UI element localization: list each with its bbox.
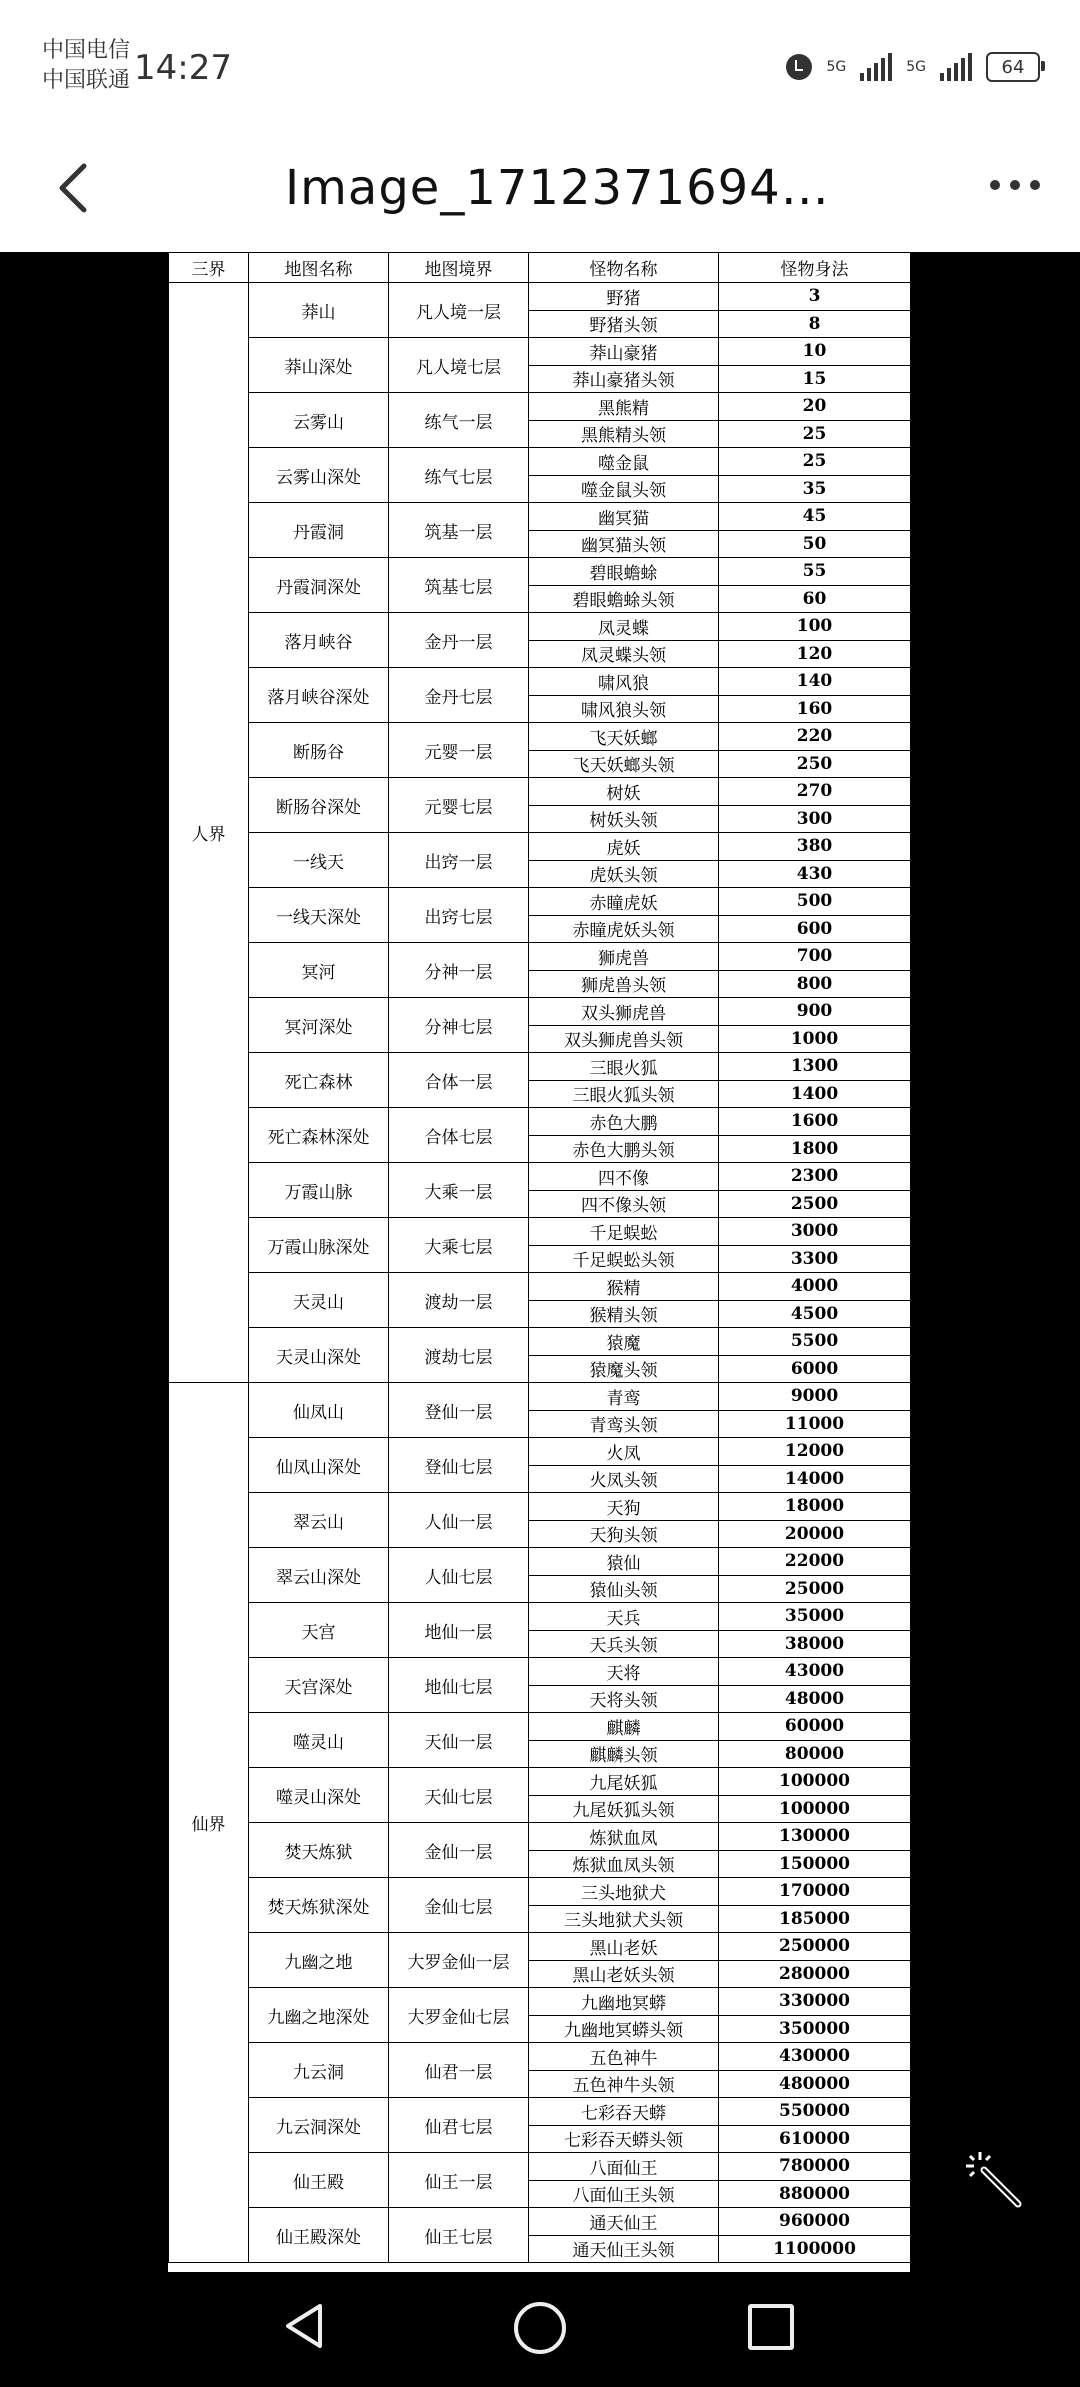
table-row [169,283,911,311]
monster-name-cell: 三眼火狐头领 [529,1080,719,1108]
map-name-cell: 天宫深处 [249,1658,389,1713]
monster-speed-cell: 120 [719,640,911,668]
monster-name-cell: 九幽地冥蟒头领 [529,2015,719,2043]
monster-speed-cell: 2300 [719,1163,911,1191]
table-row [169,1383,911,1411]
monster-speed-cell: 960000 [719,2208,911,2236]
map-name-cell: 九幽之地深处 [249,1988,389,2043]
monster-speed-cell: 35 [719,475,911,503]
monster-name-cell: 五色神牛头领 [529,2070,719,2098]
monster-name-cell: 黑熊精 [529,393,719,421]
monster-name-cell: 碧眼蟾蜍 [529,558,719,586]
map-level-cell: 练气一层 [389,393,529,448]
table-row [169,668,911,696]
monster-speed-cell: 22000 [719,1548,911,1576]
monster-name-cell: 野猪 [529,283,719,311]
header-realm: 三界 [169,253,249,283]
signal-icon-2 [940,53,972,81]
map-name-cell: 天灵山深处 [249,1328,389,1383]
monster-speed-cell: 430000 [719,2043,911,2071]
monster-speed-cell: 350000 [719,2015,911,2043]
monster-speed-cell: 6000 [719,1355,911,1383]
monster-name-cell: 七彩吞天蟒头领 [529,2125,719,2153]
monster-name-cell: 虎妖 [529,833,719,861]
map-name-cell: 天宫 [249,1603,389,1658]
header-map-name: 地图名称 [249,253,389,283]
header-map-level: 地图境界 [389,253,529,283]
map-name-cell: 落月峡谷深处 [249,668,389,723]
monster-speed-cell: 15 [719,365,911,393]
monster-speed-cell: 185000 [719,1905,911,1933]
monster-speed-cell: 100000 [719,1768,911,1796]
monster-speed-cell: 8 [719,310,911,338]
map-name-cell: 天灵山 [249,1273,389,1328]
monster-name-cell: 狮虎兽 [529,943,719,971]
map-name-cell: 一线天深处 [249,888,389,943]
monster-name-cell: 碧眼蟾蜍头领 [529,585,719,613]
monster-speed-cell: 45 [719,503,911,531]
monster-table [168,252,911,2263]
map-name-cell: 翠云山深处 [249,1548,389,1603]
table-row [169,448,911,476]
table-row [169,613,911,641]
monster-name-cell: 千足蜈蚣 [529,1218,719,1246]
monster-speed-cell: 9000 [719,1383,911,1411]
monster-name-cell: 天兵 [529,1603,719,1631]
map-name-cell: 噬灵山深处 [249,1768,389,1823]
monster-name-cell: 幽冥猫 [529,503,719,531]
monster-name-cell: 四不像头领 [529,1190,719,1218]
map-level-cell: 仙君一层 [389,2043,529,2098]
monster-name-cell: 通天仙王 [529,2208,719,2236]
monster-name-cell: 天将 [529,1658,719,1686]
monster-name-cell: 噬金鼠头领 [529,475,719,503]
monster-speed-cell: 14000 [719,1465,911,1493]
monster-speed-cell: 170000 [719,1878,911,1906]
monster-speed-cell: 1400 [719,1080,911,1108]
monster-speed-cell: 500 [719,888,911,916]
map-level-cell: 登仙一层 [389,1383,529,1438]
map-level-cell: 合体七层 [389,1108,529,1163]
map-name-cell: 断肠谷 [249,723,389,778]
monster-name-cell: 四不像 [529,1163,719,1191]
map-name-cell: 仙凤山 [249,1383,389,1438]
monster-name-cell: 青鸾头领 [529,1410,719,1438]
monster-speed-cell: 2500 [719,1190,911,1218]
monster-name-cell: 九幽地冥蟒 [529,1988,719,2016]
monster-speed-cell: 100000 [719,1795,911,1823]
monster-speed-cell: 280000 [719,1960,911,1988]
map-level-cell: 渡劫七层 [389,1328,529,1383]
table-row [169,1053,911,1081]
monster-name-cell: 虎妖头领 [529,860,719,888]
monster-speed-cell: 220 [719,723,911,751]
monster-speed-cell: 700 [719,943,911,971]
map-name-cell: 一线天 [249,833,389,888]
map-name-cell: 九云洞 [249,2043,389,2098]
map-level-cell: 大罗金仙一层 [389,1933,529,1988]
map-level-cell: 金丹一层 [389,613,529,668]
monster-speed-cell: 300 [719,805,911,833]
map-level-cell: 天仙七层 [389,1768,529,1823]
map-level-cell: 仙王七层 [389,2208,529,2263]
table-image [168,252,910,2274]
monster-name-cell: 噬金鼠 [529,448,719,476]
monster-name-cell: 赤色大鹏 [529,1108,719,1136]
monster-name-cell: 三头地狱犬头领 [529,1905,719,1933]
map-name-cell: 焚天炼狱深处 [249,1878,389,1933]
monster-name-cell: 赤色大鹏头领 [529,1135,719,1163]
monster-speed-cell: 800 [719,970,911,998]
monster-speed-cell: 610000 [719,2125,911,2153]
map-level-cell: 地仙七层 [389,1658,529,1713]
monster-speed-cell: 80000 [719,1740,911,1768]
monster-name-cell: 啸风狼 [529,668,719,696]
monster-speed-cell: 150000 [719,1850,911,1878]
monster-speed-cell: 480000 [719,2070,911,2098]
table-row [169,2208,911,2236]
realm-cell: 人界 [169,283,249,1383]
map-name-cell: 万霞山脉深处 [249,1218,389,1273]
battery-icon [986,52,1040,82]
monster-speed-cell: 250 [719,750,911,778]
monster-name-cell: 飞天妖螂 [529,723,719,751]
monster-name-cell: 炼狱血凤 [529,1823,719,1851]
table-row [169,558,911,586]
header-monster-name: 怪物名称 [529,253,719,283]
map-name-cell: 云雾山深处 [249,448,389,503]
map-level-cell: 仙君七层 [389,2098,529,2153]
page-title: Image_1712371694… [285,160,830,216]
monster-speed-cell: 250000 [719,1933,911,1961]
more-options-icon[interactable] [990,180,1040,190]
table-row [169,1933,911,1961]
table-row [169,723,911,751]
monster-speed-cell: 140 [719,668,911,696]
map-level-cell: 大乘一层 [389,1163,529,1218]
map-level-cell: 大罗金仙七层 [389,1988,529,2043]
monster-name-cell: 三眼火狐 [529,1053,719,1081]
map-name-cell: 仙凤山深处 [249,1438,389,1493]
monster-speed-cell: 3 [719,283,911,311]
monster-name-cell: 双头狮虎兽 [529,998,719,1026]
realm-cell: 仙界 [169,1383,249,2263]
carrier-info [42,36,130,96]
monster-name-cell: 黑山老妖 [529,1933,719,1961]
map-name-cell: 焚天炼狱 [249,1823,389,1878]
monster-speed-cell: 1000 [719,1025,911,1053]
monster-speed-cell: 48000 [719,1685,911,1713]
header-monster-speed: 怪物身法 [719,253,911,283]
monster-speed-cell: 20000 [719,1520,911,1548]
system-nav-bar [0,2272,1080,2387]
table-row [169,2153,911,2181]
monster-name-cell: 野猪头领 [529,310,719,338]
monster-name-cell: 五色神牛 [529,2043,719,2071]
table-row [169,1988,911,2016]
monster-speed-cell: 5500 [719,1328,911,1356]
monster-speed-cell: 880000 [719,2180,911,2208]
monster-name-cell: 千足蜈蚣头领 [529,1245,719,1273]
monster-speed-cell: 780000 [719,2153,911,2181]
map-name-cell: 翠云山 [249,1493,389,1548]
table-row [169,1438,911,1466]
monster-speed-cell: 60000 [719,1713,911,1741]
table-row [169,338,911,366]
table-row [169,393,911,421]
monster-name-cell: 啸风狼头领 [529,695,719,723]
map-name-cell: 九幽之地 [249,1933,389,1988]
map-name-cell: 断肠谷深处 [249,778,389,833]
monster-name-cell: 火凤头领 [529,1465,719,1493]
monster-speed-cell: 25000 [719,1575,911,1603]
table-row [169,1603,911,1631]
monster-name-cell: 赤瞳虎妖 [529,888,719,916]
monster-speed-cell: 430 [719,860,911,888]
table-row [169,1108,911,1136]
status-icons [786,52,1040,82]
monster-name-cell: 凤灵蝶 [529,613,719,641]
map-level-cell: 金丹七层 [389,668,529,723]
monster-speed-cell: 1800 [719,1135,911,1163]
monster-name-cell: 猿魔头领 [529,1355,719,1383]
map-level-cell: 渡劫一层 [389,1273,529,1328]
nav-back-icon[interactable] [280,2302,328,2350]
map-name-cell: 落月峡谷 [249,613,389,668]
map-level-cell: 金仙一层 [389,1823,529,1878]
monster-name-cell: 猿仙 [529,1548,719,1576]
table-row [169,1548,911,1576]
map-level-cell: 出窍一层 [389,833,529,888]
monster-speed-cell: 160 [719,695,911,723]
table-row [169,943,911,971]
monster-speed-cell: 900 [719,998,911,1026]
monster-speed-cell: 600 [719,915,911,943]
map-level-cell: 分神七层 [389,998,529,1053]
map-level-cell: 大乘七层 [389,1218,529,1273]
monster-speed-cell: 10 [719,338,911,366]
monster-name-cell: 麒麟 [529,1713,719,1741]
monster-name-cell: 狮虎兽头领 [529,970,719,998]
monster-speed-cell: 1600 [719,1108,911,1136]
map-level-cell: 仙王一层 [389,2153,529,2208]
monster-speed-cell: 550000 [719,2098,911,2126]
map-name-cell: 云雾山 [249,393,389,448]
monster-speed-cell: 4500 [719,1300,911,1328]
monster-speed-cell: 3300 [719,1245,911,1273]
table-row [169,888,911,916]
map-level-cell: 筑基七层 [389,558,529,613]
monster-speed-cell: 50 [719,530,911,558]
monster-name-cell: 七彩吞天蟒 [529,2098,719,2126]
monster-name-cell: 凤灵蝶头领 [529,640,719,668]
image-viewer[interactable] [0,252,1080,2272]
table-row [169,503,911,531]
table-row [169,1273,911,1301]
monster-speed-cell: 20 [719,393,911,421]
table-header-row [169,253,911,283]
monster-speed-cell: 1100000 [719,2235,911,2263]
map-name-cell: 死亡森林 [249,1053,389,1108]
monster-name-cell: 猴精头领 [529,1300,719,1328]
table-row [169,1328,911,1356]
monster-speed-cell: 100 [719,613,911,641]
map-level-cell: 练气七层 [389,448,529,503]
monster-speed-cell: 1300 [719,1053,911,1081]
monster-name-cell: 通天仙王头领 [529,2235,719,2263]
map-level-cell: 地仙一层 [389,1603,529,1658]
monster-speed-cell: 3000 [719,1218,911,1246]
monster-name-cell: 猴精 [529,1273,719,1301]
monster-name-cell: 炼狱血凤头领 [529,1850,719,1878]
map-level-cell: 凡人境七层 [389,338,529,393]
monster-name-cell: 树妖 [529,778,719,806]
map-name-cell: 万霞山脉 [249,1163,389,1218]
map-level-cell: 合体一层 [389,1053,529,1108]
monster-name-cell: 火凤 [529,1438,719,1466]
monster-name-cell: 飞天妖螂头领 [529,750,719,778]
monster-speed-cell: 18000 [719,1493,911,1521]
carrier-2: 中国联通 [42,68,131,93]
table-row [169,1713,911,1741]
table-row [169,1163,911,1191]
map-level-cell: 人仙七层 [389,1548,529,1603]
monster-name-cell: 树妖头领 [529,805,719,833]
map-level-cell: 元婴一层 [389,723,529,778]
table-row [169,1218,911,1246]
monster-name-cell: 天将头领 [529,1685,719,1713]
map-name-cell: 丹霞洞深处 [249,558,389,613]
monster-speed-cell: 60 [719,585,911,613]
monster-speed-cell: 330000 [719,1988,911,2016]
map-name-cell: 九云洞深处 [249,2098,389,2153]
magic-wand-icon[interactable] [962,2148,1026,2212]
table-row [169,1768,911,1796]
map-name-cell: 仙王殿深处 [249,2208,389,2263]
back-arrow-icon[interactable] [48,158,108,218]
map-level-cell: 登仙七层 [389,1438,529,1493]
table-row [169,1493,911,1521]
monster-speed-cell: 11000 [719,1410,911,1438]
monster-speed-cell: 130000 [719,1823,911,1851]
monster-speed-cell: 43000 [719,1658,911,1686]
monster-speed-cell: 55 [719,558,911,586]
monster-name-cell: 九尾妖狐 [529,1768,719,1796]
map-name-cell: 冥河 [249,943,389,998]
monster-name-cell: 猿仙头领 [529,1575,719,1603]
monster-name-cell: 八面仙王头领 [529,2180,719,2208]
map-level-cell: 筑基一层 [389,503,529,558]
map-name-cell: 死亡森林深处 [249,1108,389,1163]
map-level-cell: 人仙一层 [389,1493,529,1548]
monster-speed-cell: 380 [719,833,911,861]
map-name-cell: 噬灵山 [249,1713,389,1768]
table-row [169,833,911,861]
map-level-cell: 天仙一层 [389,1713,529,1768]
signal-icon [860,53,892,81]
monster-name-cell: 黑熊精头领 [529,420,719,448]
monster-name-cell: 双头狮虎兽头领 [529,1025,719,1053]
nav-recents-icon[interactable] [748,2304,794,2350]
monster-speed-cell: 25 [719,448,911,476]
map-name-cell: 丹霞洞 [249,503,389,558]
map-level-cell: 金仙七层 [389,1878,529,1933]
monster-speed-cell: 270 [719,778,911,806]
monster-name-cell: 三头地狱犬 [529,1878,719,1906]
monster-name-cell: 天兵头领 [529,1630,719,1658]
monster-name-cell: 莽山豪猪头领 [529,365,719,393]
table-row [169,1878,911,1906]
map-level-cell: 分神一层 [389,943,529,998]
map-level-cell: 凡人境一层 [389,283,529,338]
monster-speed-cell: 4000 [719,1273,911,1301]
table-row [169,2043,911,2071]
monster-speed-cell: 12000 [719,1438,911,1466]
table-row [169,998,911,1026]
monster-speed-cell: 38000 [719,1630,911,1658]
network-2-label: 5G [906,59,926,75]
monster-name-cell: 莽山豪猪 [529,338,719,366]
monster-speed-cell: 35000 [719,1603,911,1631]
monster-name-cell: 赤瞳虎妖头领 [529,915,719,943]
table-row [169,778,911,806]
table-row [169,2098,911,2126]
battery-level: 64 [1001,56,1025,78]
monster-name-cell: 九尾妖狐头领 [529,1795,719,1823]
nav-home-icon[interactable] [514,2302,566,2354]
status-time: 14:27 [134,48,232,88]
title-bar [0,130,1080,252]
map-level-cell: 元婴七层 [389,778,529,833]
network-1-label: 5G [826,59,847,75]
monster-name-cell: 麒麟头领 [529,1740,719,1768]
alarm-icon [786,54,812,80]
monster-name-cell: 幽冥猫头领 [529,530,719,558]
monster-name-cell: 青鸾 [529,1383,719,1411]
table-row [169,1823,911,1851]
status-bar [0,0,1080,130]
carrier-1: 中国电信 [42,38,131,63]
map-name-cell: 莽山深处 [249,338,389,393]
monster-name-cell: 黑山老妖头领 [529,1960,719,1988]
monster-name-cell: 天狗头领 [529,1520,719,1548]
monster-name-cell: 猿魔 [529,1328,719,1356]
monster-speed-cell: 25 [719,420,911,448]
map-name-cell: 仙王殿 [249,2153,389,2208]
map-level-cell: 出窍七层 [389,888,529,943]
monster-name-cell: 天狗 [529,1493,719,1521]
monster-name-cell: 八面仙王 [529,2153,719,2181]
map-name-cell: 莽山 [249,283,389,338]
table-row [169,1658,911,1686]
map-name-cell: 冥河深处 [249,998,389,1053]
